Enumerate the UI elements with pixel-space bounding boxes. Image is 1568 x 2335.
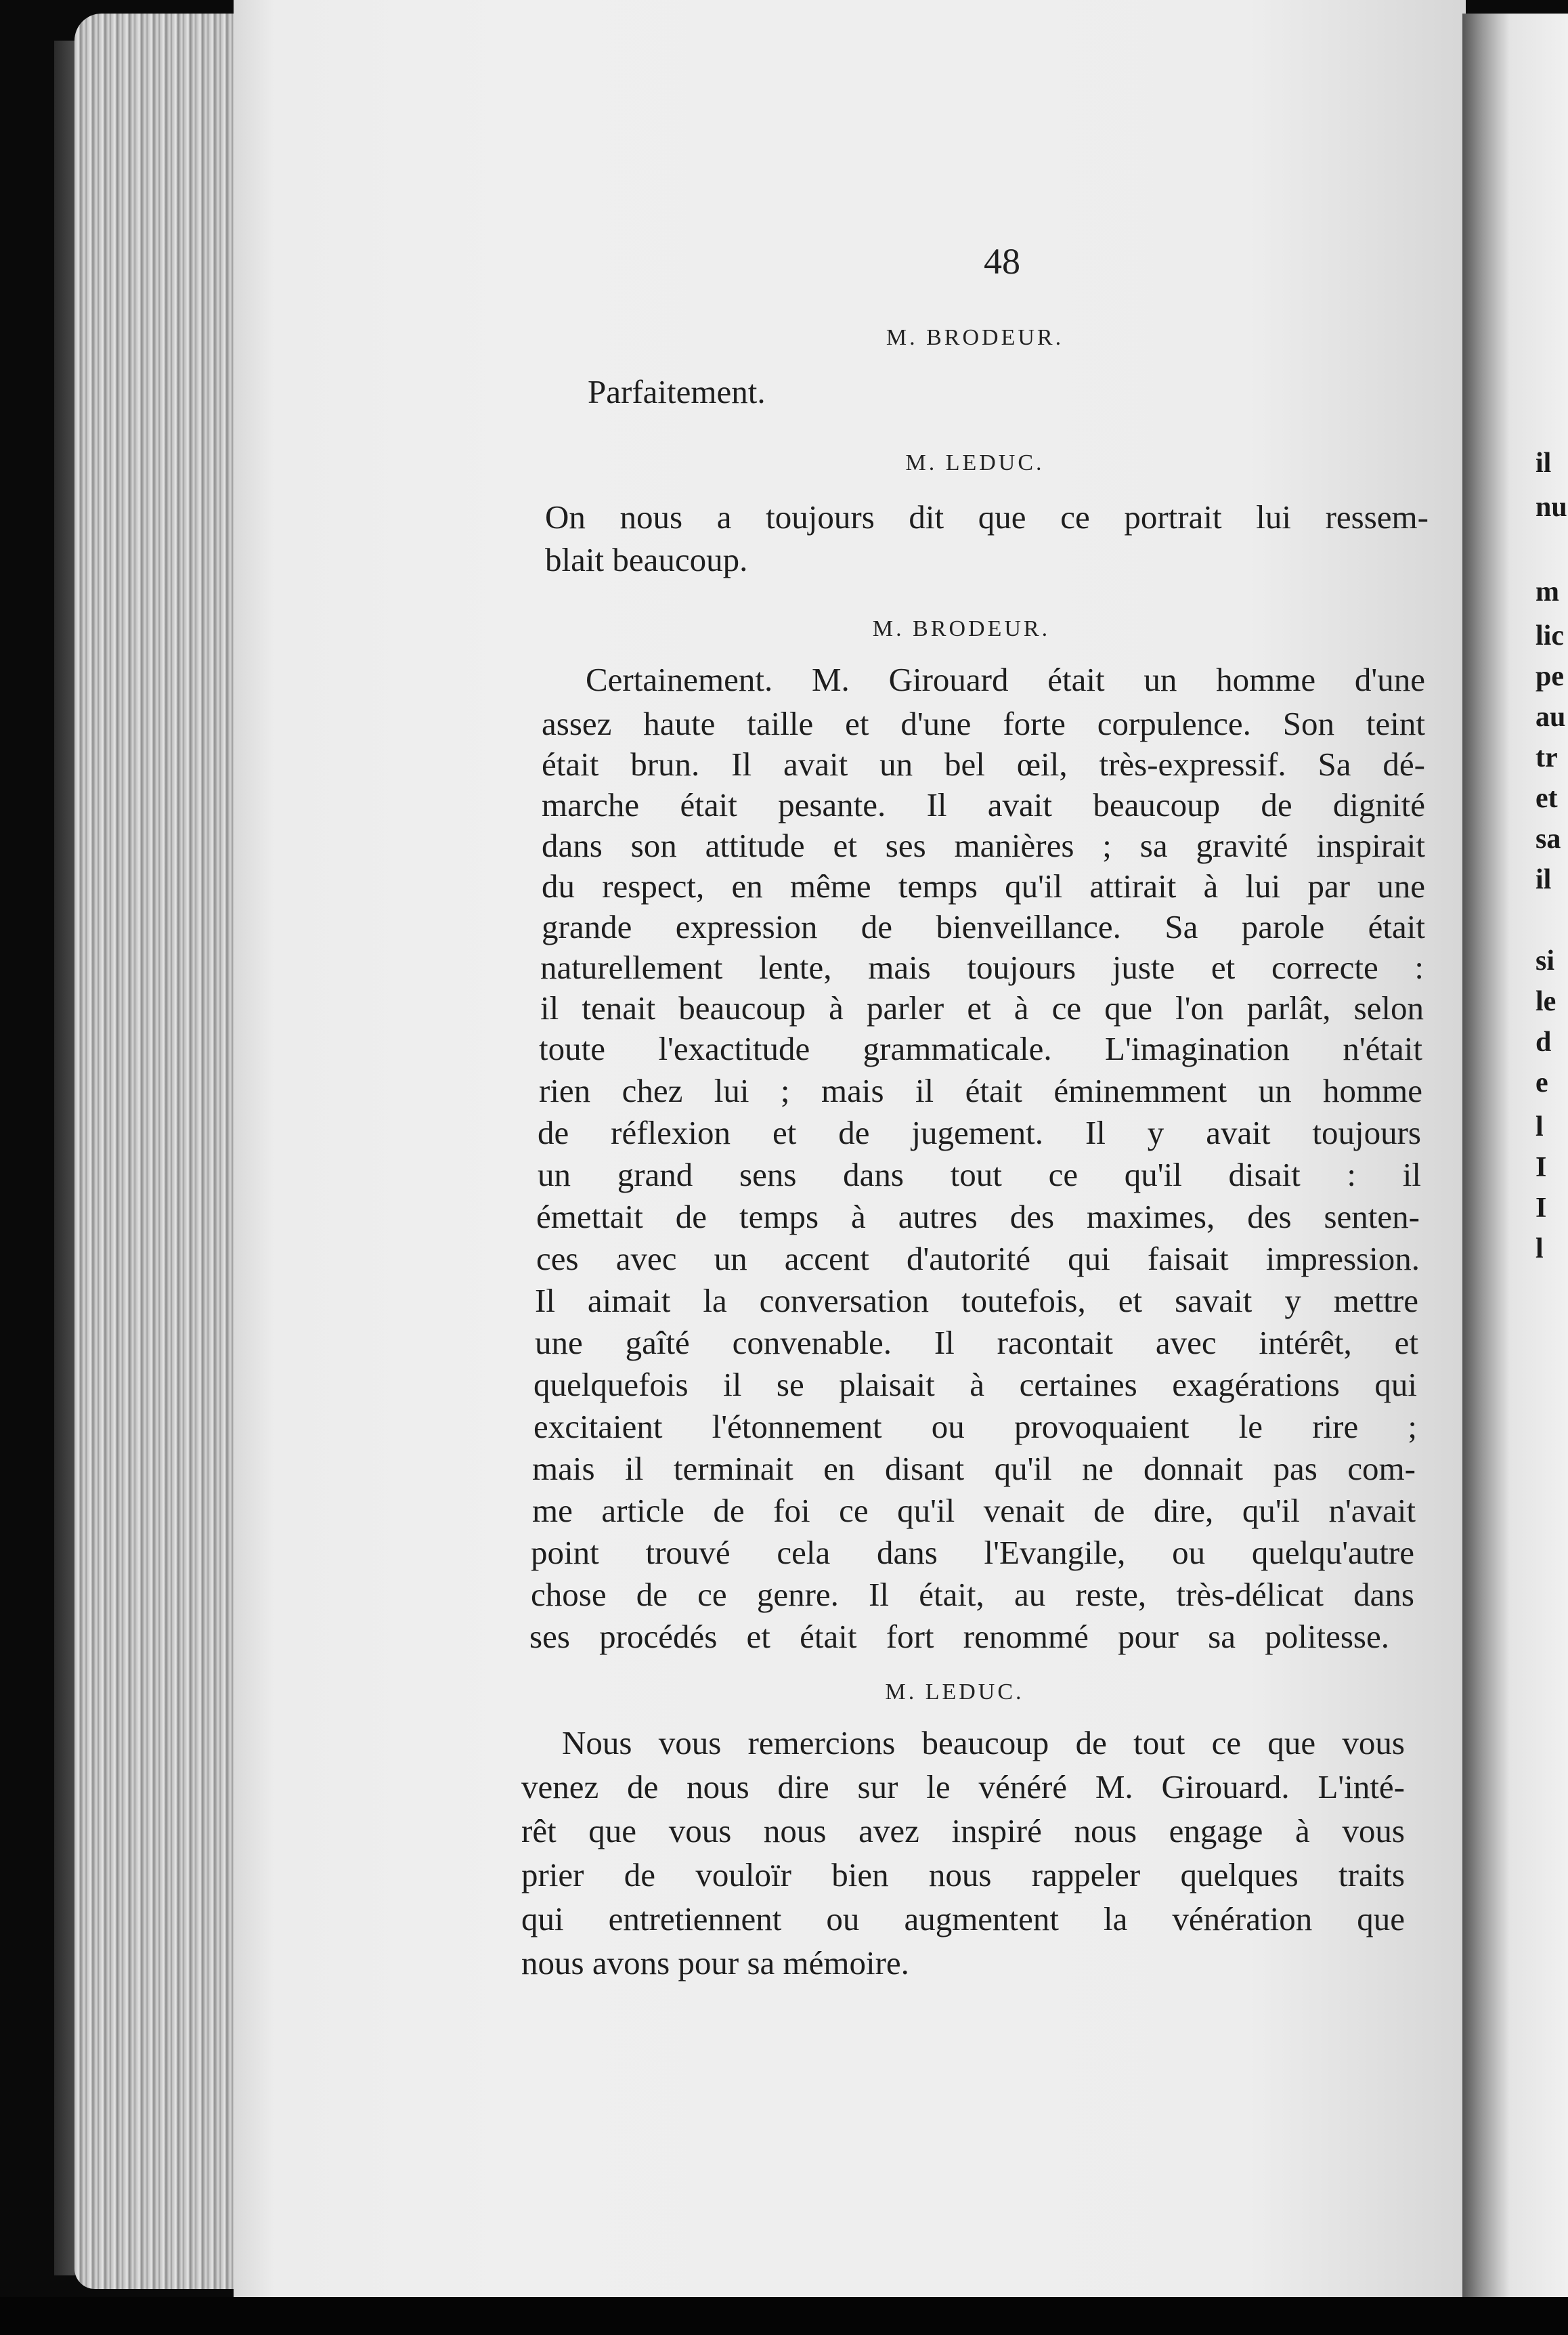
adjacent-page-fragment: d [1536, 1027, 1552, 1058]
speaker-heading: M. BRODEUR. [872, 616, 1051, 641]
adjacent-page-fragment: au [1536, 702, 1566, 733]
dialogue-line: de réflexion et de jugement. Il y avait toujours [538, 1114, 1421, 1151]
dialogue-line: venez de nous dire sur le vénéré M. Girouard. L'inté- [521, 1768, 1405, 1805]
dialogue-line: rien chez lui ; mais il était éminemment un homme [539, 1072, 1422, 1109]
dialogue-line: Parfaitement. [588, 373, 766, 410]
adjacent-page-fragment: e [1536, 1067, 1548, 1098]
dialogue-line: excitaient l'étonnement ou provoquaient le rire ; [533, 1408, 1417, 1445]
dialogue-line: marche était pesante. Il avait beaucoup de dignité [542, 786, 1425, 823]
dialogue-line: il tenait beaucoup à parler et à ce que l'on parlât, selon [540, 989, 1424, 1027]
dialogue-line: nous avons pour sa mémoire. [521, 1944, 909, 1981]
dialogue-line: assez haute taille et d'une forte corpulence. Son teint [542, 705, 1425, 742]
speaker-heading: M. BRODEUR. [886, 325, 1064, 350]
dialogue-line: un grand sens dans tout ce qu'il disait : il [538, 1156, 1421, 1193]
dialogue-line: ses procédés et était fort renommé pour sa politesse. [529, 1618, 1389, 1655]
page-number: 48 [984, 241, 1020, 282]
dialogue-line: mais il terminait en disant qu'il ne donnait pas com- [532, 1450, 1416, 1487]
dialogue-line: blait beaucoup. [545, 541, 748, 578]
adjacent-page [1462, 14, 1568, 2316]
dialogue-line: quelquefois il se plaisait à certaines exagérations qui [533, 1366, 1417, 1403]
page-edge-stack [74, 14, 244, 2289]
dialogue-line: Nous vous remercions beaucoup de tout ce que vous [562, 1724, 1405, 1761]
dialogue-line: émettait de temps à autres des maximes, des senten- [536, 1198, 1420, 1235]
adjacent-page-fragment: I [1536, 1152, 1547, 1183]
adjacent-page-fragment: sa [1536, 823, 1561, 855]
dialogue-line: prier de vouloïr bien nous rappeler quelques traits [521, 1856, 1405, 1893]
adjacent-page-fragment: l [1536, 1111, 1544, 1142]
dialogue-line: qui entretiennent ou augmentent la vénération que [521, 1900, 1405, 1937]
adjacent-page-fragment: si [1536, 945, 1555, 977]
adjacent-page-fragment: pe [1536, 661, 1564, 692]
adjacent-page-fragment: nu [1536, 492, 1567, 523]
adjacent-page-fragment: lic [1536, 620, 1564, 651]
dialogue-line: Il aimait la conversation toutefois, et savait y mettre [535, 1282, 1418, 1319]
dialogue-line: chose de ce genre. Il était, au reste, très-délicat dans [531, 1576, 1414, 1613]
dialogue-line: rêt que vous nous avez inspiré nous engage à vous [521, 1812, 1405, 1849]
dialogue-line: toute l'exactitude grammaticale. L'imagination n'était [539, 1030, 1422, 1067]
dialogue-line: On nous a toujours dit que ce portrait lui ressem- [545, 498, 1429, 536]
adjacent-page-fragment: I [1536, 1193, 1547, 1224]
speaker-heading: M. LEDUC. [905, 450, 1045, 475]
dialogue-line: grande expression de bienveillance. Sa parole était [542, 908, 1425, 945]
dialogue-line: une gaîté convenable. Il racontait avec intérêt, et [535, 1324, 1418, 1361]
adjacent-page-fragment: m [1536, 576, 1559, 607]
scan-border [0, 2297, 1568, 2335]
adjacent-page-fragment: et [1536, 783, 1558, 814]
adjacent-page-fragment: tr [1536, 742, 1558, 773]
dialogue-line: Certainement. M. Girouard était un homme d'une [586, 661, 1425, 698]
dialogue-line: naturellement lente, mais toujours juste et correcte : [540, 949, 1424, 986]
adjacent-page-fragment: il [1536, 864, 1552, 895]
adjacent-page-fragment: il [1536, 448, 1552, 479]
speaker-heading: M. LEDUC. [885, 1679, 1024, 1705]
adjacent-page-fragment: le [1536, 986, 1556, 1017]
dialogue-line: point trouvé cela dans l'Evangile, ou quelqu'autre [531, 1534, 1414, 1571]
dialogue-line: du respect, en même temps qu'il attirait à lui par une [542, 867, 1425, 905]
dialogue-line: était brun. Il avait un bel œil, très-expressif. Sa dé- [542, 746, 1425, 783]
adjacent-page-fragment: l [1536, 1233, 1544, 1264]
dialogue-line: dans son attitude et ses manières ; sa gravité inspirait [542, 827, 1425, 864]
dialogue-line: me article de foi ce qu'il venait de dire, qu'il n'avait [532, 1492, 1416, 1529]
dialogue-line: ces avec un accent d'autorité qui faisait impression. [536, 1240, 1420, 1277]
